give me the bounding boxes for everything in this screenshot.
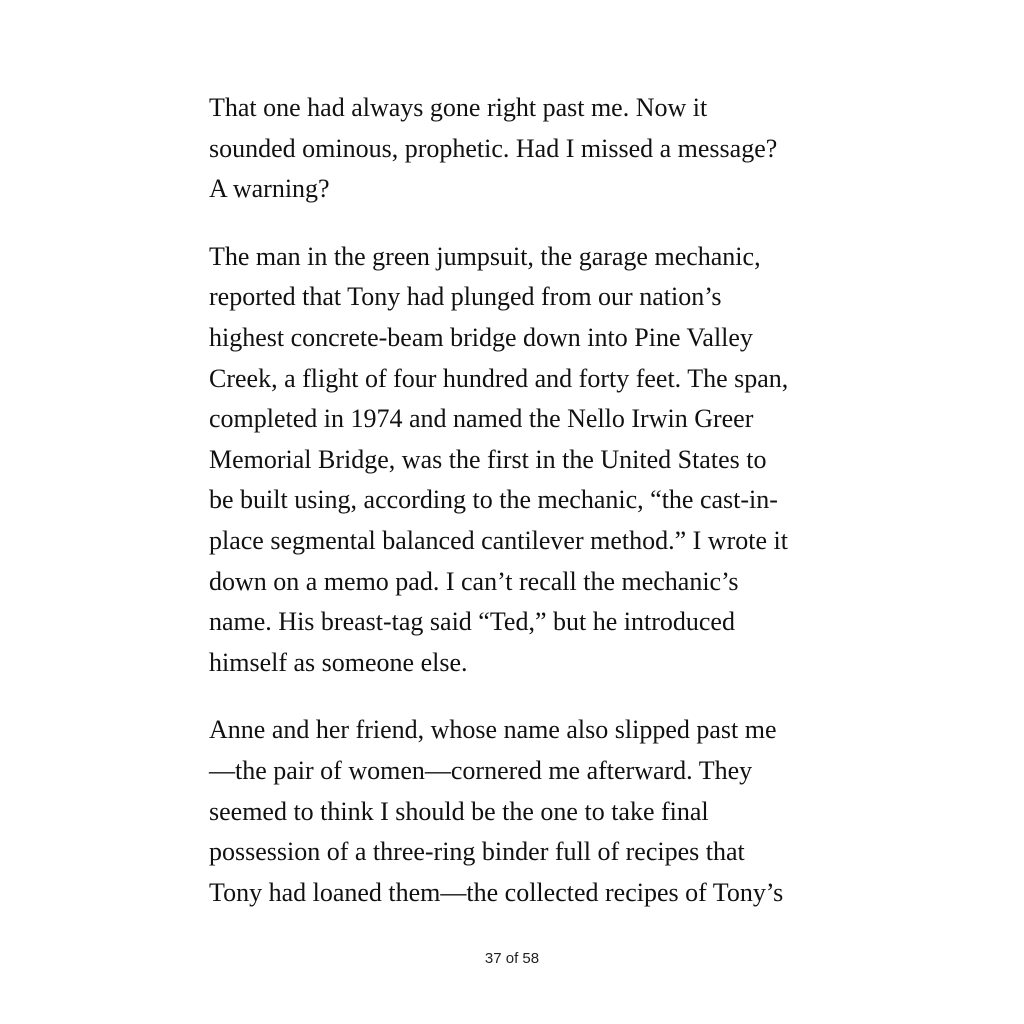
paragraph-3: Anne and her friend, whose name also slipped past me —the pair of women—cornered me afterward. They seemed to think I should be the one to take final possession of a three-ring binder full of recipes that Tony had loaned them—the collected recipes of Tony’s (209, 715, 784, 907)
page-number-indicator: 37 of 58 (484, 950, 540, 967)
page-body-text (209, 88, 829, 940)
paragraph-2: The man in the green jumpsuit, the garage mechanic, reported that Tony had plunged from our nation’s highest concrete-beam bridge down into Pine Valley Creek, a flight of four hundred and forty feet. The span, completed in 1974 and named the Nello Irwin Greer Memorial Bridge, was the first in the United States to be built using, according to the mechanic, “the cast-in- place segmental balanced cantilever method.” I wrote it down on a memo pad. I can’t recall the mechanic’s name. His breast-tag said “Ted,” but he introduced himself as someone else. (209, 241, 789, 677)
paragraph-1: That one had always gone right past me. Now it sounded ominous, prophetic. Had I missed a message? A warning? (209, 93, 778, 204)
